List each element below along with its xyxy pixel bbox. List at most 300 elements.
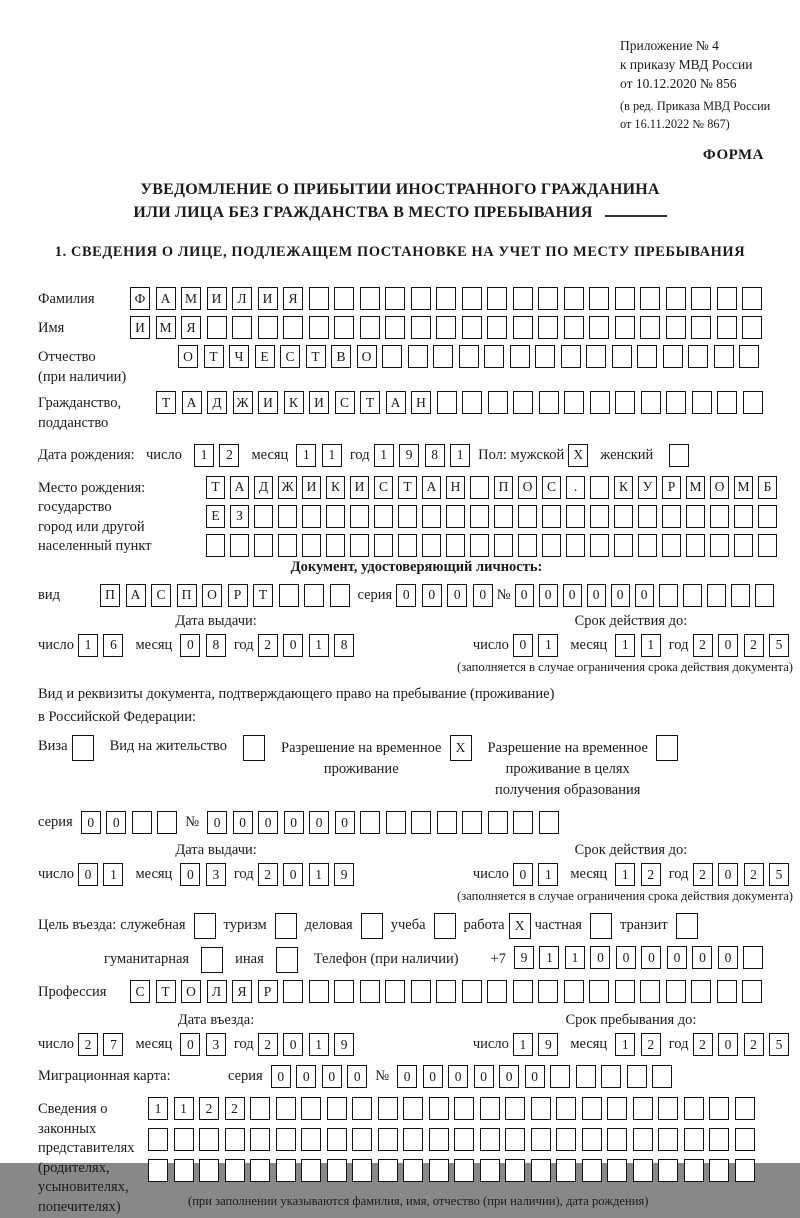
id-doc-number-field-cell[interactable]: 0 xyxy=(563,584,582,607)
birth-place-row2-cell[interactable] xyxy=(302,505,321,528)
profession-field-cell[interactable] xyxy=(666,980,686,1003)
surname-field-cell[interactable] xyxy=(742,287,762,310)
profession-field-cell[interactable] xyxy=(360,980,380,1003)
res-doc-number-field-cell[interactable] xyxy=(513,811,533,834)
res-issue-year-cell[interactable]: 1 xyxy=(309,863,329,886)
res-doc-number-field-cell[interactable] xyxy=(360,811,380,834)
citizenship-field-cell[interactable] xyxy=(462,391,482,414)
id-doc-type-field-cell[interactable]: А xyxy=(126,584,146,607)
purpose-study-checkbox[interactable] xyxy=(434,913,456,939)
surname-field-cell[interactable] xyxy=(691,287,711,310)
res-doc-series-field-cell[interactable] xyxy=(157,811,177,834)
birth-place-row1-cell[interactable]: У xyxy=(638,476,657,499)
stay-day-cell[interactable]: 9 xyxy=(538,1033,558,1056)
birth-place-row2-cell[interactable] xyxy=(374,505,393,528)
stay-day-cell[interactable]: 1 xyxy=(513,1033,533,1056)
purpose-humanitarian-checkbox[interactable] xyxy=(201,947,223,973)
id-doc-number-field-cell[interactable] xyxy=(659,584,678,607)
purpose-transit-checkbox[interactable] xyxy=(676,913,698,939)
residence-permit-checkbox-cell[interactable] xyxy=(243,735,265,761)
patronymic-field-cell[interactable] xyxy=(586,345,606,368)
id-doc-number-field-cell[interactable] xyxy=(731,584,750,607)
citizenship-field-cell[interactable]: К xyxy=(284,391,304,414)
temp-residence-checkbox-cell[interactable]: X xyxy=(450,735,472,761)
res-doc-series-field-cell[interactable]: 0 xyxy=(81,811,101,834)
surname-field-cell[interactable] xyxy=(538,287,558,310)
migration-number-field-cell[interactable] xyxy=(550,1065,570,1088)
birth-place-row1[interactable] xyxy=(206,476,777,499)
res-doc-series-field-cell[interactable] xyxy=(132,811,152,834)
id-doc-number-field[interactable] xyxy=(515,584,774,607)
phone-field[interactable] xyxy=(514,946,764,969)
birth-place-row3-cell[interactable] xyxy=(614,534,633,557)
patronymic-field-cell[interactable]: Т xyxy=(306,345,326,368)
phone-field-cell[interactable]: 9 xyxy=(514,946,534,969)
birth-place-row2-cell[interactable] xyxy=(590,505,609,528)
birth-place-row2-cell[interactable] xyxy=(398,505,417,528)
citizenship-field-cell[interactable] xyxy=(539,391,559,414)
res-doc-number-field-cell[interactable]: 0 xyxy=(207,811,227,834)
stay-month-cell[interactable]: 2 xyxy=(641,1033,661,1056)
citizenship-field-cell[interactable] xyxy=(743,391,763,414)
profession-field-cell[interactable] xyxy=(334,980,354,1003)
phone-field-cell[interactable]: 0 xyxy=(590,946,610,969)
given-name-field-cell[interactable] xyxy=(232,316,252,339)
profession-field[interactable] xyxy=(130,980,762,1003)
given-name-field-cell[interactable] xyxy=(691,316,711,339)
id-doc-number-field-cell[interactable]: 0 xyxy=(635,584,654,607)
patronymic-field-cell[interactable] xyxy=(510,345,530,368)
res-expiry-month[interactable] xyxy=(615,863,661,886)
res-expiry-year-cell[interactable]: 2 xyxy=(744,863,764,886)
representatives-row2-cell[interactable] xyxy=(276,1128,296,1151)
migration-number-field-cell[interactable] xyxy=(576,1065,596,1088)
citizenship-field-cell[interactable] xyxy=(717,391,737,414)
profession-field-cell[interactable]: С xyxy=(130,980,150,1003)
birth-place-row3-cell[interactable] xyxy=(206,534,225,557)
representatives-row2-cell[interactable] xyxy=(582,1128,602,1151)
id-issue-day-cell[interactable]: 6 xyxy=(103,634,123,657)
id-doc-type-field-cell[interactable]: П xyxy=(100,584,120,607)
purpose-humanitarian-checkbox-cell[interactable] xyxy=(201,947,223,973)
representatives-row2-cell[interactable] xyxy=(556,1128,576,1151)
phone-field-cell[interactable]: 0 xyxy=(641,946,661,969)
res-doc-number-field[interactable] xyxy=(207,811,559,834)
profession-field-cell[interactable] xyxy=(513,980,533,1003)
birth-place-row1-cell[interactable]: И xyxy=(350,476,369,499)
id-issue-day-cell[interactable]: 1 xyxy=(78,634,98,657)
id-doc-type-field-cell[interactable]: П xyxy=(177,584,197,607)
sex-male-checkbox[interactable] xyxy=(568,444,588,467)
purpose-tourism-checkbox[interactable] xyxy=(275,913,297,939)
birth-year-field-cell[interactable]: 1 xyxy=(450,444,470,467)
birth-year-field-cell[interactable]: 9 xyxy=(399,444,419,467)
stay-year-cell[interactable]: 2 xyxy=(693,1033,713,1056)
representatives-row2-cell[interactable] xyxy=(709,1128,729,1151)
entry-year-cell[interactable]: 0 xyxy=(283,1033,303,1056)
patronymic-field[interactable] xyxy=(178,345,759,368)
citizenship-field-cell[interactable]: Д xyxy=(207,391,227,414)
given-name-field-cell[interactable] xyxy=(717,316,737,339)
surname-field-cell[interactable]: И xyxy=(207,287,227,310)
representatives-row1-cell[interactable] xyxy=(327,1097,347,1120)
given-name-field-cell[interactable] xyxy=(666,316,686,339)
res-issue-day-cell[interactable]: 0 xyxy=(78,863,98,886)
representatives-row1-cell[interactable] xyxy=(633,1097,653,1120)
given-name-field-cell[interactable] xyxy=(258,316,278,339)
temp-residence-edu-checkbox-cell[interactable] xyxy=(656,735,678,761)
res-expiry-year-cell[interactable]: 5 xyxy=(769,863,789,886)
profession-field-cell[interactable] xyxy=(487,980,507,1003)
res-doc-number-field-cell[interactable] xyxy=(437,811,457,834)
id-doc-number-field-cell[interactable] xyxy=(683,584,702,607)
id-doc-number-field-cell[interactable] xyxy=(755,584,774,607)
phone-field-cell[interactable] xyxy=(743,946,763,969)
patronymic-field-cell[interactable] xyxy=(382,345,402,368)
id-expiry-year-cell[interactable]: 5 xyxy=(769,634,789,657)
id-doc-series-field[interactable] xyxy=(396,584,493,607)
birth-place-row2-cell[interactable] xyxy=(614,505,633,528)
representatives-row3-cell[interactable] xyxy=(429,1159,449,1182)
stay-day[interactable] xyxy=(513,1033,559,1056)
res-issue-year[interactable] xyxy=(258,863,355,886)
entry-month[interactable] xyxy=(180,1033,226,1056)
stay-year-cell[interactable]: 5 xyxy=(769,1033,789,1056)
stay-year-cell[interactable]: 0 xyxy=(718,1033,738,1056)
purpose-official-checkbox[interactable] xyxy=(194,913,216,939)
migration-number-field-cell[interactable]: 0 xyxy=(448,1065,468,1088)
birth-place-row3-cell[interactable] xyxy=(398,534,417,557)
birth-place-row2-cell[interactable] xyxy=(518,505,537,528)
res-expiry-year[interactable] xyxy=(693,863,790,886)
surname-field-cell[interactable] xyxy=(462,287,482,310)
migration-series-field-cell[interactable]: 0 xyxy=(271,1065,291,1088)
given-name-field-cell[interactable] xyxy=(589,316,609,339)
id-expiry-year-cell[interactable]: 2 xyxy=(744,634,764,657)
representatives-row1-cell[interactable] xyxy=(531,1097,551,1120)
birth-place-row2-cell[interactable]: Е xyxy=(206,505,225,528)
birth-year-field-cell[interactable]: 1 xyxy=(374,444,394,467)
id-doc-series-field-cell[interactable]: 0 xyxy=(422,584,442,607)
surname-field-cell[interactable]: И xyxy=(258,287,278,310)
given-name-field-cell[interactable] xyxy=(385,316,405,339)
res-expiry-month-cell[interactable]: 2 xyxy=(641,863,661,886)
given-name-field-cell[interactable] xyxy=(309,316,329,339)
surname-field-cell[interactable] xyxy=(717,287,737,310)
profession-field-cell[interactable]: Л xyxy=(207,980,227,1003)
birth-place-row2-cell[interactable] xyxy=(638,505,657,528)
id-expiry-day-cell[interactable]: 1 xyxy=(538,634,558,657)
birth-place-row3-cell[interactable] xyxy=(710,534,729,557)
representatives-row3-cell[interactable] xyxy=(582,1159,602,1182)
purpose-other-checkbox[interactable] xyxy=(276,947,298,973)
patronymic-field-cell[interactable]: О xyxy=(357,345,377,368)
birth-place-row3-cell[interactable] xyxy=(278,534,297,557)
representatives-row3-cell[interactable] xyxy=(352,1159,372,1182)
visa-checkbox-cell[interactable] xyxy=(72,735,94,761)
migration-number-field-cell[interactable]: 0 xyxy=(423,1065,443,1088)
birth-place-row3-cell[interactable] xyxy=(758,534,777,557)
given-name-field-cell[interactable]: Я xyxy=(181,316,201,339)
id-doc-series-field-cell[interactable]: 0 xyxy=(473,584,493,607)
birth-place-row1-cell[interactable]: Т xyxy=(398,476,417,499)
given-name-field-cell[interactable] xyxy=(436,316,456,339)
representatives-row1-cell[interactable] xyxy=(658,1097,678,1120)
surname-field-cell[interactable] xyxy=(385,287,405,310)
birth-year-field[interactable] xyxy=(374,444,471,467)
citizenship-field-cell[interactable] xyxy=(615,391,635,414)
entry-day-cell[interactable]: 7 xyxy=(103,1033,123,1056)
birth-place-row2-cell[interactable] xyxy=(278,505,297,528)
representatives-row3-cell[interactable] xyxy=(607,1159,627,1182)
citizenship-field-cell[interactable]: А xyxy=(386,391,406,414)
phone-field-cell[interactable]: 0 xyxy=(692,946,712,969)
birth-place-row2-cell[interactable] xyxy=(566,505,585,528)
representatives-row3-cell[interactable] xyxy=(480,1159,500,1182)
id-doc-type-field-cell[interactable]: С xyxy=(151,584,171,607)
given-name-field-cell[interactable] xyxy=(411,316,431,339)
id-issue-year-cell[interactable]: 1 xyxy=(309,634,329,657)
given-name-field-cell[interactable]: И xyxy=(130,316,150,339)
id-doc-type-field[interactable] xyxy=(100,584,350,607)
birth-place-row1-cell[interactable]: С xyxy=(542,476,561,499)
entry-year-cell[interactable]: 9 xyxy=(334,1033,354,1056)
id-doc-type-field-cell[interactable]: Т xyxy=(253,584,273,607)
representatives-row1-cell[interactable] xyxy=(454,1097,474,1120)
purpose-private-checkbox-cell[interactable] xyxy=(590,913,612,939)
res-issue-month-cell[interactable]: 3 xyxy=(206,863,226,886)
patronymic-field-cell[interactable] xyxy=(688,345,708,368)
surname-field-cell[interactable] xyxy=(564,287,584,310)
representatives-row2-cell[interactable] xyxy=(301,1128,321,1151)
profession-field-cell[interactable] xyxy=(436,980,456,1003)
representatives-row1-cell[interactable] xyxy=(582,1097,602,1120)
birth-place-row3-cell[interactable] xyxy=(566,534,585,557)
birth-place-row2-cell[interactable] xyxy=(470,505,489,528)
representatives-row1-cell[interactable] xyxy=(378,1097,398,1120)
res-doc-number-field-cell[interactable] xyxy=(462,811,482,834)
citizenship-field-cell[interactable]: Т xyxy=(156,391,176,414)
id-doc-series-field-cell[interactable]: 0 xyxy=(447,584,467,607)
purpose-business-checkbox[interactable] xyxy=(361,913,383,939)
migration-number-field[interactable] xyxy=(397,1065,672,1088)
entry-month-cell[interactable]: 3 xyxy=(206,1033,226,1056)
birth-day-field-cell[interactable]: 1 xyxy=(194,444,214,467)
res-doc-number-field-cell[interactable]: 0 xyxy=(233,811,253,834)
res-doc-number-field-cell[interactable] xyxy=(488,811,508,834)
surname-field-cell[interactable] xyxy=(411,287,431,310)
representatives-row1-cell[interactable] xyxy=(505,1097,525,1120)
surname-field-cell[interactable]: Я xyxy=(283,287,303,310)
birth-month-field-cell[interactable]: 1 xyxy=(322,444,342,467)
patronymic-field-cell[interactable] xyxy=(433,345,453,368)
birth-place-row1-cell[interactable]: О xyxy=(710,476,729,499)
patronymic-field-cell[interactable] xyxy=(637,345,657,368)
birth-place-row1-cell[interactable]: П xyxy=(494,476,513,499)
patronymic-field-cell[interactable]: Е xyxy=(255,345,275,368)
birth-place-row2-cell[interactable] xyxy=(542,505,561,528)
profession-field-cell[interactable] xyxy=(385,980,405,1003)
res-doc-series-field-cell[interactable]: 0 xyxy=(106,811,126,834)
birth-month-field[interactable] xyxy=(296,444,342,467)
birth-place-row3-cell[interactable] xyxy=(422,534,441,557)
birth-place-row1-cell[interactable]: К xyxy=(614,476,633,499)
surname-field-cell[interactable] xyxy=(309,287,329,310)
migration-series-field-cell[interactable]: 0 xyxy=(347,1065,367,1088)
patronymic-field-cell[interactable]: О xyxy=(178,345,198,368)
representatives-row2-cell[interactable] xyxy=(735,1128,755,1151)
profession-field-cell[interactable] xyxy=(589,980,609,1003)
representatives-row1-cell[interactable] xyxy=(556,1097,576,1120)
birth-place-row2-cell[interactable] xyxy=(734,505,753,528)
migration-series-field-cell[interactable]: 0 xyxy=(296,1065,316,1088)
birth-month-field-cell[interactable]: 1 xyxy=(296,444,316,467)
representatives-row2-cell[interactable] xyxy=(378,1128,398,1151)
phone-field-cell[interactable]: 1 xyxy=(539,946,559,969)
birth-place-row3-cell[interactable] xyxy=(470,534,489,557)
representatives-row2-cell[interactable] xyxy=(199,1128,219,1151)
purpose-transit-checkbox-cell[interactable] xyxy=(676,913,698,939)
entry-day[interactable] xyxy=(78,1033,124,1056)
birth-place-row3-cell[interactable] xyxy=(302,534,321,557)
birth-place-row2-cell[interactable] xyxy=(446,505,465,528)
representatives-row2-cell[interactable] xyxy=(352,1128,372,1151)
res-doc-number-field-cell[interactable] xyxy=(386,811,406,834)
id-expiry-day[interactable] xyxy=(513,634,559,657)
citizenship-field-cell[interactable] xyxy=(590,391,610,414)
representatives-row1-cell[interactable] xyxy=(607,1097,627,1120)
representatives-row1-cell[interactable] xyxy=(735,1097,755,1120)
birth-place-row2[interactable] xyxy=(206,505,777,528)
res-issue-day[interactable] xyxy=(78,863,124,886)
sex-female-checkbox[interactable] xyxy=(669,444,689,467)
surname-field-cell[interactable] xyxy=(666,287,686,310)
id-issue-day[interactable] xyxy=(78,634,124,657)
birth-year-field-cell[interactable]: 8 xyxy=(425,444,445,467)
given-name-field-cell[interactable] xyxy=(538,316,558,339)
profession-field-cell[interactable] xyxy=(742,980,762,1003)
birth-place-row1-cell[interactable]: Б xyxy=(758,476,777,499)
purpose-work-checkbox[interactable] xyxy=(509,913,531,939)
res-expiry-year-cell[interactable]: 2 xyxy=(693,863,713,886)
representatives-row1-cell[interactable] xyxy=(301,1097,321,1120)
migration-number-field-cell[interactable]: 0 xyxy=(397,1065,417,1088)
representatives-row2-cell[interactable] xyxy=(684,1128,704,1151)
surname-field-cell[interactable] xyxy=(334,287,354,310)
id-doc-type-field-cell[interactable]: Р xyxy=(228,584,248,607)
patronymic-field-cell[interactable] xyxy=(739,345,759,368)
birth-place-row3-cell[interactable] xyxy=(542,534,561,557)
representatives-row1-cell[interactable] xyxy=(684,1097,704,1120)
res-expiry-month-cell[interactable]: 1 xyxy=(615,863,635,886)
patronymic-field-cell[interactable]: В xyxy=(331,345,351,368)
profession-field-cell[interactable] xyxy=(615,980,635,1003)
representatives-row1-cell[interactable] xyxy=(480,1097,500,1120)
res-issue-month-cell[interactable]: 0 xyxy=(180,863,200,886)
birth-place-row1-cell[interactable]: . xyxy=(566,476,585,499)
profession-field-cell[interactable] xyxy=(640,980,660,1003)
citizenship-field-cell[interactable]: Н xyxy=(411,391,431,414)
entry-year-cell[interactable]: 1 xyxy=(309,1033,329,1056)
temp-residence-checkbox[interactable] xyxy=(450,735,472,761)
profession-field-cell[interactable] xyxy=(538,980,558,1003)
representatives-row2-cell[interactable] xyxy=(429,1128,449,1151)
sex-male-checkbox-cell[interactable]: X xyxy=(568,444,588,467)
res-doc-number-field-cell[interactable] xyxy=(539,811,559,834)
visa-checkbox[interactable] xyxy=(72,735,94,761)
birth-place-row2-cell[interactable] xyxy=(710,505,729,528)
representatives-row1-cell[interactable] xyxy=(429,1097,449,1120)
birth-place-row1-cell[interactable]: С xyxy=(374,476,393,499)
birth-place-row3-cell[interactable] xyxy=(518,534,537,557)
representatives-row2-cell[interactable] xyxy=(607,1128,627,1151)
id-doc-number-field-cell[interactable]: 0 xyxy=(539,584,558,607)
surname-field-cell[interactable] xyxy=(360,287,380,310)
stay-month[interactable] xyxy=(615,1033,661,1056)
stay-year-cell[interactable]: 2 xyxy=(744,1033,764,1056)
representatives-row2-cell[interactable] xyxy=(480,1128,500,1151)
id-doc-number-field-cell[interactable]: 0 xyxy=(611,584,630,607)
surname-field-cell[interactable]: А xyxy=(156,287,176,310)
id-issue-year-cell[interactable]: 0 xyxy=(283,634,303,657)
id-issue-year[interactable] xyxy=(258,634,355,657)
given-name-field-cell[interactable] xyxy=(462,316,482,339)
representatives-row3-cell[interactable] xyxy=(684,1159,704,1182)
citizenship-field-cell[interactable] xyxy=(437,391,457,414)
profession-field-cell[interactable] xyxy=(717,980,737,1003)
birth-place-row3-cell[interactable] xyxy=(590,534,609,557)
representatives-row1-cell[interactable]: 2 xyxy=(199,1097,219,1120)
representatives-row2-cell[interactable] xyxy=(633,1128,653,1151)
birth-place-row2-cell[interactable]: З xyxy=(230,505,249,528)
birth-place-row3-cell[interactable] xyxy=(686,534,705,557)
res-doc-number-field-cell[interactable] xyxy=(411,811,431,834)
birth-place-row3-cell[interactable] xyxy=(326,534,345,557)
given-name-field-cell[interactable] xyxy=(487,316,507,339)
id-expiry-day-cell[interactable]: 0 xyxy=(513,634,533,657)
citizenship-field-cell[interactable]: И xyxy=(309,391,329,414)
surname-field-cell[interactable] xyxy=(589,287,609,310)
representatives-row2-cell[interactable] xyxy=(403,1128,423,1151)
representatives-row3-cell[interactable] xyxy=(505,1159,525,1182)
birth-place-row1-cell[interactable]: Д xyxy=(254,476,273,499)
birth-place-row1-cell[interactable]: Т xyxy=(206,476,225,499)
id-doc-number-field-cell[interactable]: 0 xyxy=(587,584,606,607)
representatives-row1-cell[interactable]: 2 xyxy=(225,1097,245,1120)
res-expiry-day-cell[interactable]: 0 xyxy=(513,863,533,886)
profession-field-cell[interactable] xyxy=(309,980,329,1003)
birth-place-row1-cell[interactable] xyxy=(590,476,609,499)
citizenship-field-cell[interactable] xyxy=(513,391,533,414)
phone-field-cell[interactable]: 1 xyxy=(565,946,585,969)
citizenship-field-cell[interactable]: С xyxy=(335,391,355,414)
birth-place-row3-cell[interactable] xyxy=(446,534,465,557)
representatives-row2-cell[interactable] xyxy=(174,1128,194,1151)
citizenship-field-cell[interactable]: И xyxy=(258,391,278,414)
representatives-row1-cell[interactable] xyxy=(250,1097,270,1120)
patronymic-field-cell[interactable] xyxy=(535,345,555,368)
id-expiry-year[interactable] xyxy=(693,634,790,657)
birth-place-row3[interactable] xyxy=(206,534,777,557)
citizenship-field-cell[interactable] xyxy=(666,391,686,414)
citizenship-field-cell[interactable] xyxy=(488,391,508,414)
representatives-row1[interactable] xyxy=(148,1097,755,1120)
given-name-field-cell[interactable] xyxy=(283,316,303,339)
given-name-field-cell[interactable] xyxy=(360,316,380,339)
birth-place-row3-cell[interactable] xyxy=(734,534,753,557)
representatives-row3-cell[interactable] xyxy=(709,1159,729,1182)
id-expiry-year-cell[interactable]: 0 xyxy=(718,634,738,657)
